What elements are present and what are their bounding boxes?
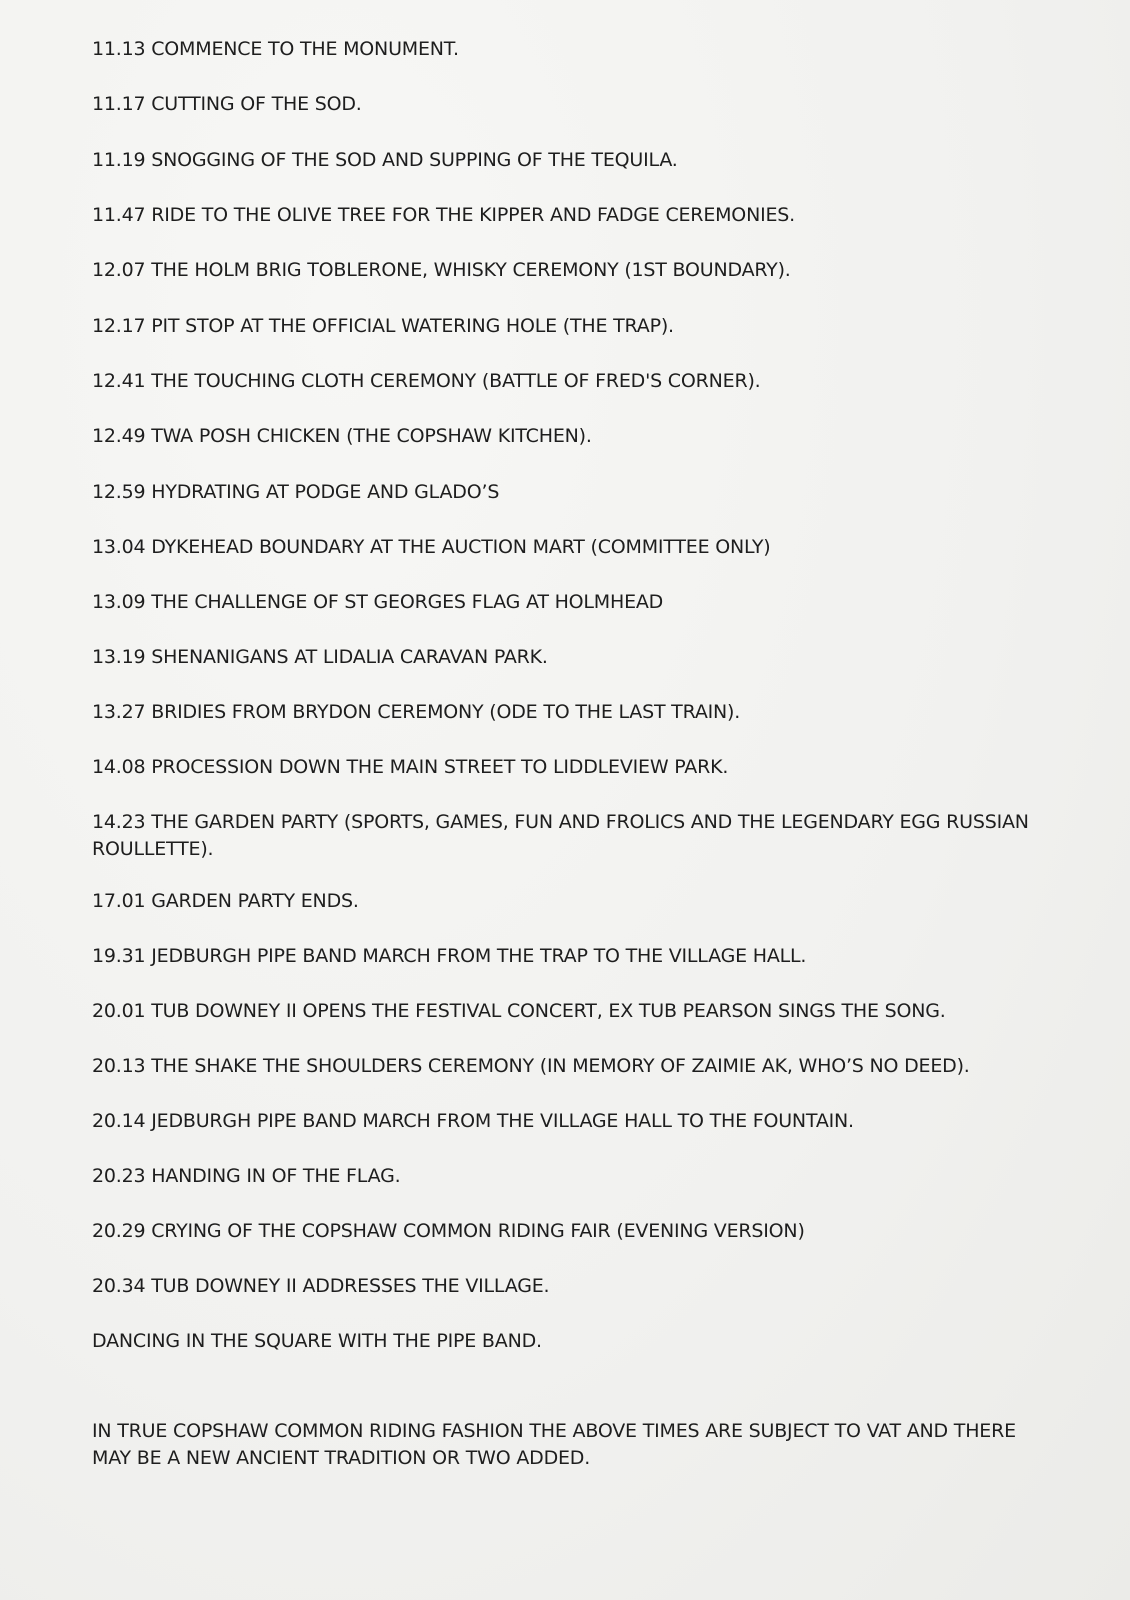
schedule-item: 13.09 THE CHALLENGE OF ST GEORGES FLAG AT HOLMHEAD (92, 591, 664, 613)
schedule-item: 11.17 CUTTING OF THE SOD. (92, 93, 362, 115)
schedule-item: 13.27 BRIDIES FROM BRYDON CEREMONY (ODE TO THE LAST TRAIN). (92, 701, 741, 723)
schedule-item: 11.19 SNOGGING OF THE SOD AND SUPPING OF THE TEQUILA. (92, 149, 678, 171)
schedule-item: 12.17 PIT STOP AT THE OFFICIAL WATERING HOLE (THE TRAP). (92, 315, 674, 337)
schedule-item: 20.01 TUB DOWNEY II OPENS THE FESTIVAL CONCERT, EX TUB PEARSON SINGS THE SONG. (92, 1000, 946, 1022)
schedule-item: 20.14 JEDBURGH PIPE BAND MARCH FROM THE VILLAGE HALL TO THE FOUNTAIN. (92, 1110, 854, 1132)
schedule-item: DANCING IN THE SQUARE WITH THE PIPE BAND. (92, 1330, 542, 1352)
schedule-item: 19.31 JEDBURGH PIPE BAND MARCH FROM THE TRAP TO THE VILLAGE HALL. (92, 945, 807, 967)
schedule-item: 11.13 COMMENCE TO THE MONUMENT. (92, 38, 459, 60)
schedule-item: 14.08 PROCESSION DOWN THE MAIN STREET TO LIDDLEVIEW PARK. (92, 756, 729, 778)
schedule-item: 13.04 DYKEHEAD BOUNDARY AT THE AUCTION MART (COMMITTEE ONLY) (92, 536, 771, 558)
schedule-item: 12.07 THE HOLM BRIG TOBLERONE, WHISKY CEREMONY (1ST BOUNDARY). (92, 259, 791, 281)
schedule-item: 12.49 TWA POSH CHICKEN (THE COPSHAW KITCHEN). (92, 425, 592, 447)
schedule-item: 12.59 HYDRATING AT PODGE AND GLADO’S (92, 481, 500, 503)
schedule-item: 20.34 TUB DOWNEY II ADDRESSES THE VILLAGE. (92, 1275, 550, 1297)
schedule-item: 20.29 CRYING OF THE COPSHAW COMMON RIDING FAIR (EVENING VERSION) (92, 1220, 805, 1242)
schedule-item: 12.41 THE TOUCHING CLOTH CEREMONY (BATTLE OF FRED'S CORNER). (92, 370, 761, 392)
schedule-item: 20.23 HANDING IN OF THE FLAG. (92, 1165, 401, 1187)
disclaimer-note: IN TRUE COPSHAW COMMON RIDING FASHION THE ABOVE TIMES ARE SUBJECT TO VAT AND THERE MAY BE A NEW ANCIENT TRADITION OR TWO ADDED. (92, 1420, 1016, 1469)
schedule-item: 13.19 SHENANIGANS AT LIDALIA CARAVAN PARK. (92, 646, 548, 668)
schedule-item: 17.01 GARDEN PARTY ENDS. (92, 890, 359, 912)
schedule-item: 11.47 RIDE TO THE OLIVE TREE FOR THE KIPPER AND FADGE CEREMONIES. (92, 204, 795, 226)
schedule-item: 20.13 THE SHAKE THE SHOULDERS CEREMONY (IN MEMORY OF ZAIMIE AK, WHO’S NO DEED). (92, 1055, 970, 1077)
schedule-item: 14.23 THE GARDEN PARTY (SPORTS, GAMES, FUN AND FROLICS AND THE LEGENDARY EGG RUSSIAN ROULLETTE). (92, 811, 1029, 860)
